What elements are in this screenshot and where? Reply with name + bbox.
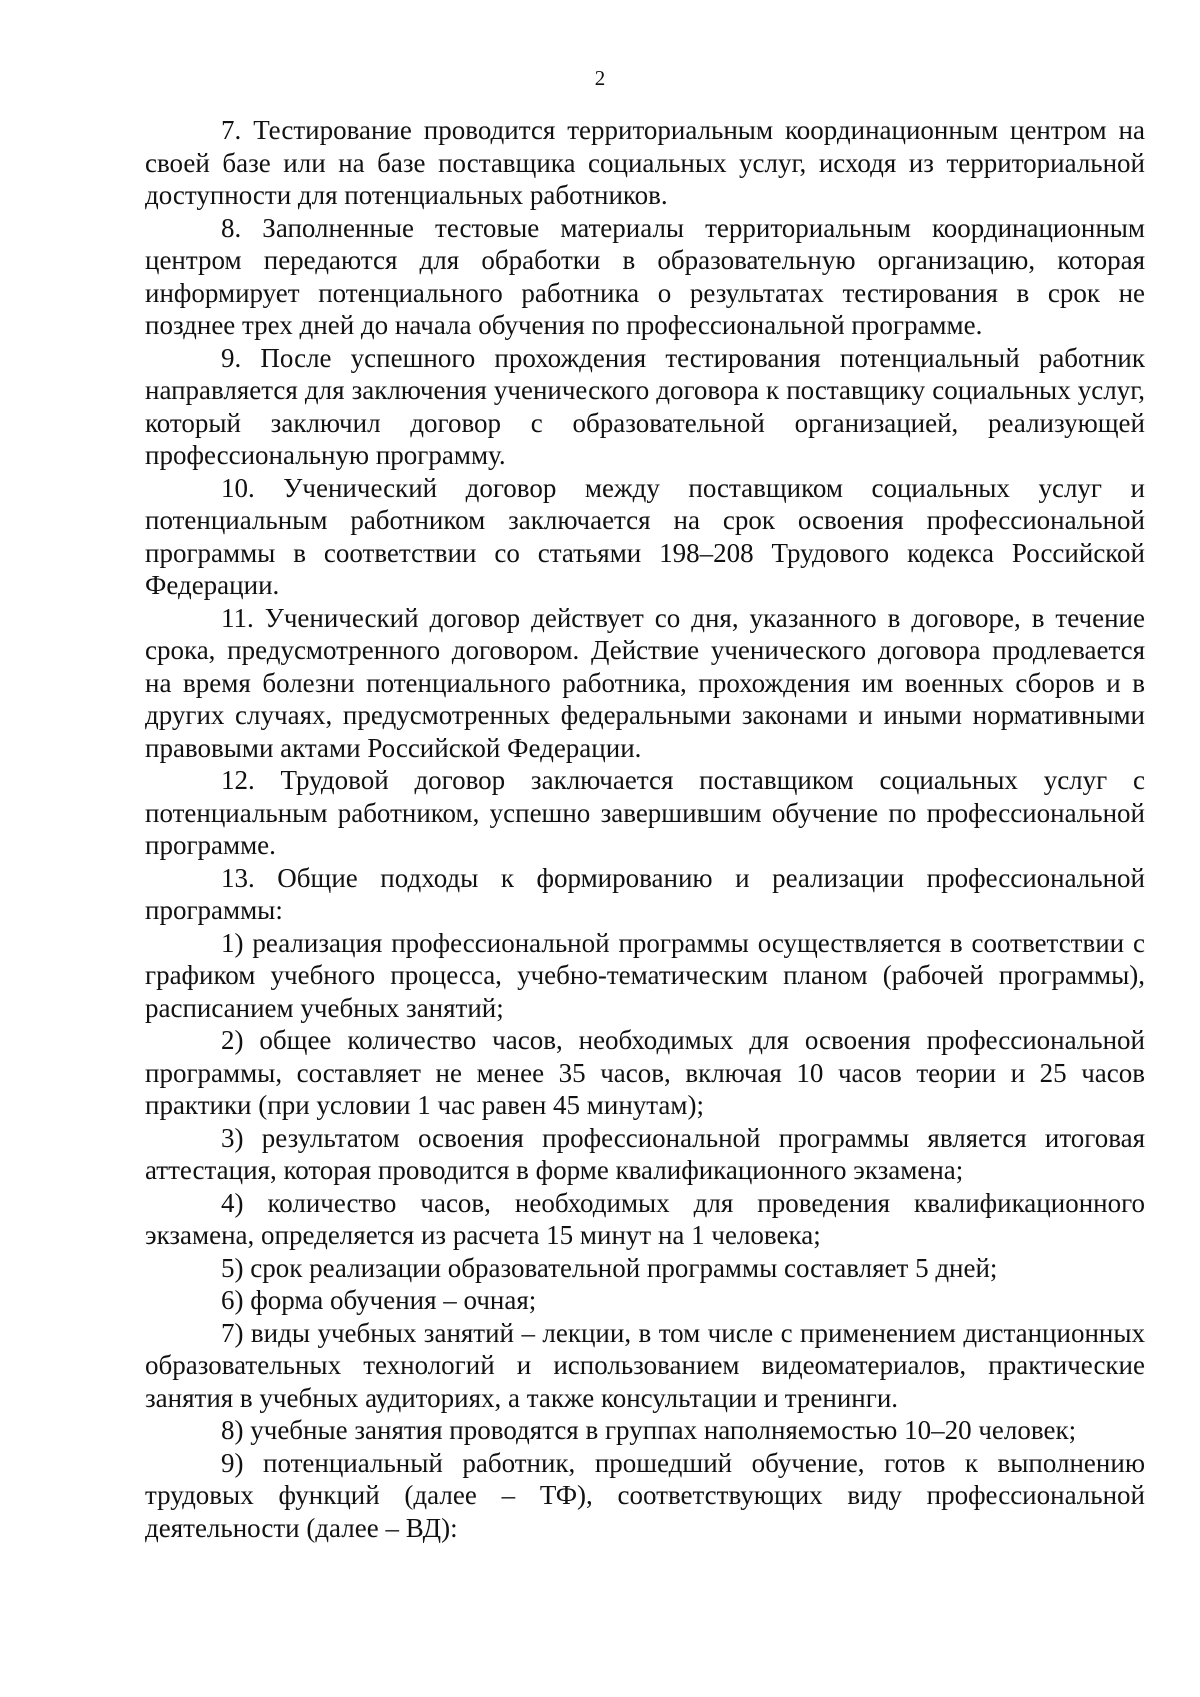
- list-item-4: 4) количество часов, необходимых для проведения квалификационного экзамена, определяется из расчета 15 минут на 1 человека;: [145, 1187, 1145, 1250]
- list-item-3: 3) результатом освоения профессиональной программы является итоговая аттестация, которая проводится в форме квалификационного экзамена;: [145, 1122, 1145, 1185]
- paragraph-13: 13. Общие подходы к формированию и реализации профессиональной программы:: [145, 862, 1145, 925]
- list-item-7: 7) виды учебных занятий – лекции, в том числе с применением дистанционных образовательных технологий и использованием видеоматериалов, практические занятия в учебных аудиториях, а также консультации и тренинги.: [145, 1317, 1145, 1413]
- paragraph-12: 12. Трудовой договор заключается поставщиком социальных услуг с потенциальным работником, успешно завершившим обучение по профессиональной программе.: [145, 765, 1145, 860]
- list-item-2: 2) общее количество часов, необходимых для освоения профессиональной программы, составляет не менее 35 часов, включая 10 часов теории и 25 часов практики (при условии 1 час равен 45 минутам);: [145, 1025, 1145, 1120]
- paragraph-9: 9. После успешного прохождения тестирования потенциальный работник направляется для заключения ученического договора к поставщику социальных услуг, который заключил договор с образовательной организацией, реализующей профессиональную программу.: [145, 342, 1145, 470]
- paragraph-7: 7. Тестирование проводится территориальным координационным центром на своей базе или на базе поставщика социальных услуг, исходя из территориальной доступности для потенциальных работников.: [145, 115, 1145, 210]
- list-item-5: 5) срок реализации образовательной программы составляет 5 дней;: [221, 1252, 998, 1283]
- paragraph-8: 8. Заполненные тестовые материалы территориальным координационным центром передаются для обработки в образовательную организацию, которая информирует потенциального работника о результатах тестирования в срок не позднее трех дней до начала обучения по профессиональной программе.: [145, 212, 1145, 340]
- page-number: 2: [594, 66, 606, 90]
- document-body: [145, 114, 1145, 1544]
- list-item-6: 6) форма обучения – очная;: [221, 1285, 537, 1315]
- list-item-1: 1) реализация профессиональной программы осуществляется в соответствии с графиком учебного процесса, учебно-тематическим планом (рабочей программы), расписанием учебных занятий;: [145, 927, 1145, 1023]
- list-item-9: 9) потенциальный работник, прошедший обучение, готов к выполнению трудовых функций (далее – ТФ), соответствующих виду профессиональной деятельности (далее – ВД):: [145, 1447, 1145, 1543]
- list-item-8: 8) учебные занятия проводятся в группах наполняемостью 10–20 человек;: [221, 1415, 1077, 1445]
- paragraph-10: 10. Ученический договор между поставщиком социальных услуг и потенциальным работником заключается на срок освоения профессиональной программы в соответствии со статьями 198–208 Трудового кодекса Российской Федерации.: [145, 472, 1145, 600]
- paragraph-11: 11. Ученический договор действует со дня, указанного в договоре, в течение срока, предусмотренного договором. Действие ученического договора продлевается на время болезни потенциального работника, прохождения им военных сборов и в других случаях, предусмотренных федеральными законами и иными нормативными правовыми актами Российской Федерации.: [145, 602, 1145, 763]
